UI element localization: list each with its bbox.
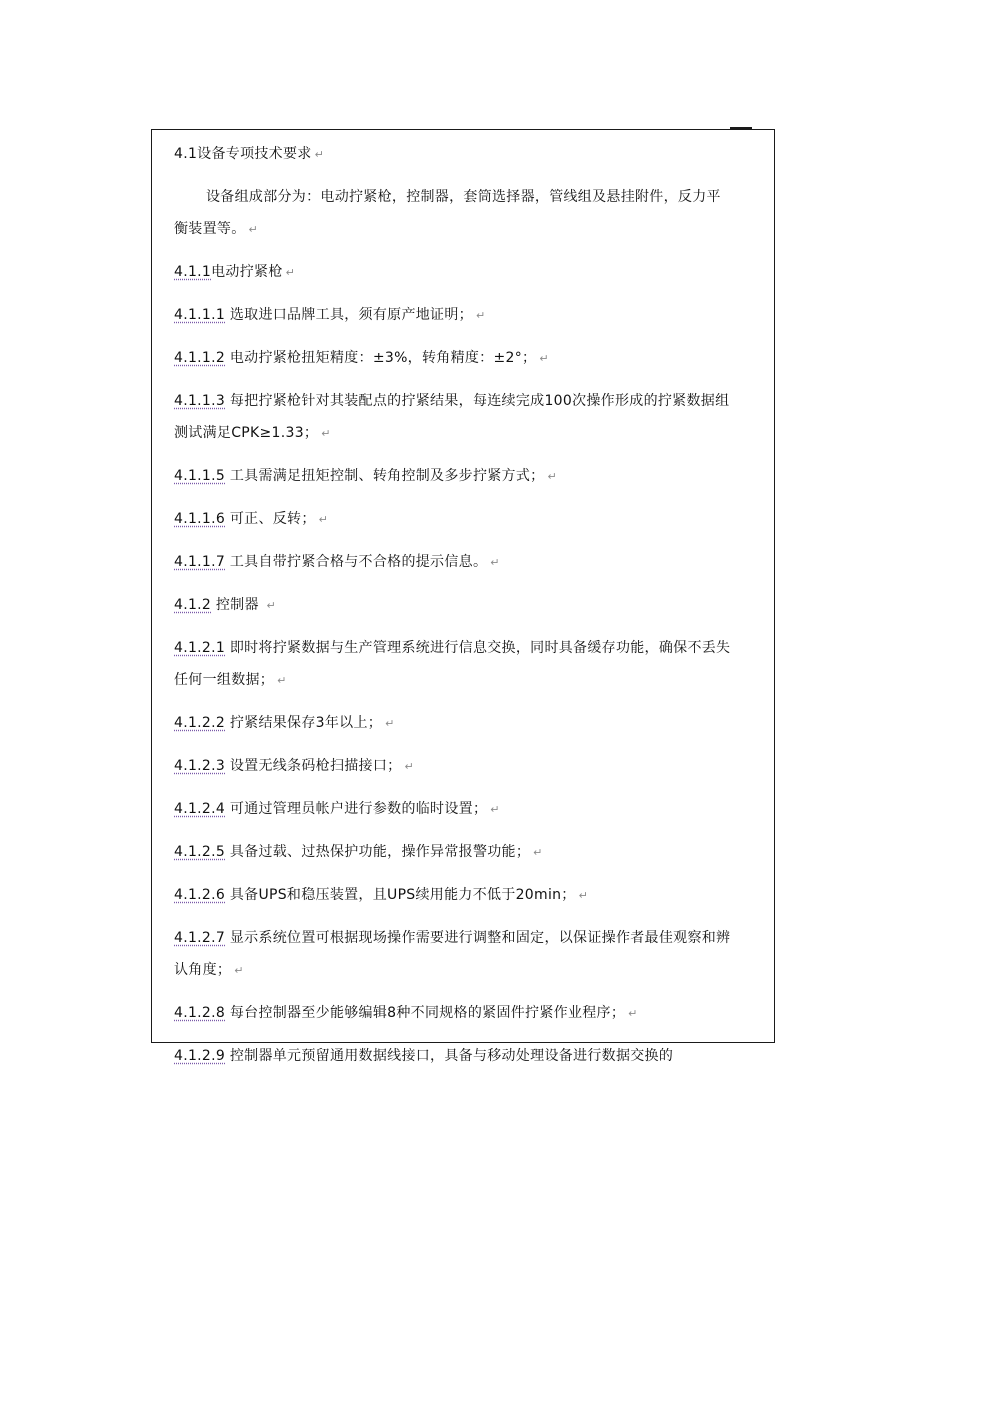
spec-item: 4.1.2.7 显示系统位置可根据现场操作需要进行调整和固定，以保证操作者最佳观察和辨认角度； ↵ [174, 930, 731, 978]
spec-content [174, 138, 734, 1083]
spec-item: 4.1.1.5 工具需满足扭矩控制、转角控制及多步拧紧方式； ↵ [174, 468, 557, 484]
spec-item: 4.1.1.3 每把拧紧枪针对其装配点的拧紧结果，每连续完成100次操作形成的拧紧数据组测试满足CPK≥1.33； ↵ [174, 393, 730, 441]
spec-item: 4.1.2 控制器 ↵ [174, 597, 277, 613]
spec-item: 4.1.2.8 每台控制器至少能够编辑8种不同规格的紧固件拧紧作业程序； ↵ [174, 1005, 638, 1021]
spec-item: 4.1.2.6 具备UPS和稳压装置，且UPS续用能力不低于20min； ↵ [174, 887, 589, 903]
spec-item: 4.1.1.2 电动拧紧枪扭矩精度：±3%，转角精度：±2°； ↵ [174, 350, 549, 366]
spec-item: 4.1.1.6 可正、反转； ↵ [174, 511, 329, 527]
spec-item: 4.1.1电动拧紧枪 ↵ [174, 264, 296, 280]
equipment-composition: 设备组成部分为：电动拧紧枪，控制器，套筒选择器，管线组及悬挂附件，反力平衡装置等。 ↵ [174, 189, 721, 237]
spec-item: 4.1.1.7 工具自带拧紧合格与不合格的提示信息。 ↵ [174, 554, 500, 570]
spec-item: 4.1.1.1 选取进口品牌工具，须有原产地证明； ↵ [174, 307, 486, 323]
spec-item: 4.1.2.4 可通过管理员帐户进行参数的临时设置； ↵ [174, 801, 500, 817]
section-heading: 4.1设备专项技术要求 ↵ [174, 146, 325, 162]
spec-table-cell [151, 129, 775, 1064]
spec-item: 4.1.2.9 控制器单元预留通用数据线接口，具备与移动处理设备进行数据交换的 [174, 1048, 674, 1064]
spec-item: 4.1.2.5 具备过载、过热保护功能，操作异常报警功能； ↵ [174, 844, 543, 860]
spec-item: 4.1.2.2 拧紧结果保存3年以上； ↵ [174, 715, 395, 731]
spec-item: 4.1.2.1 即时将拧紧数据与生产管理系统进行信息交换，同时具备缓存功能，确保不丢失任何一组数据； ↵ [174, 640, 731, 688]
spec-item: 4.1.2.3 设置无线条码枪扫描接口； ↵ [174, 758, 414, 774]
